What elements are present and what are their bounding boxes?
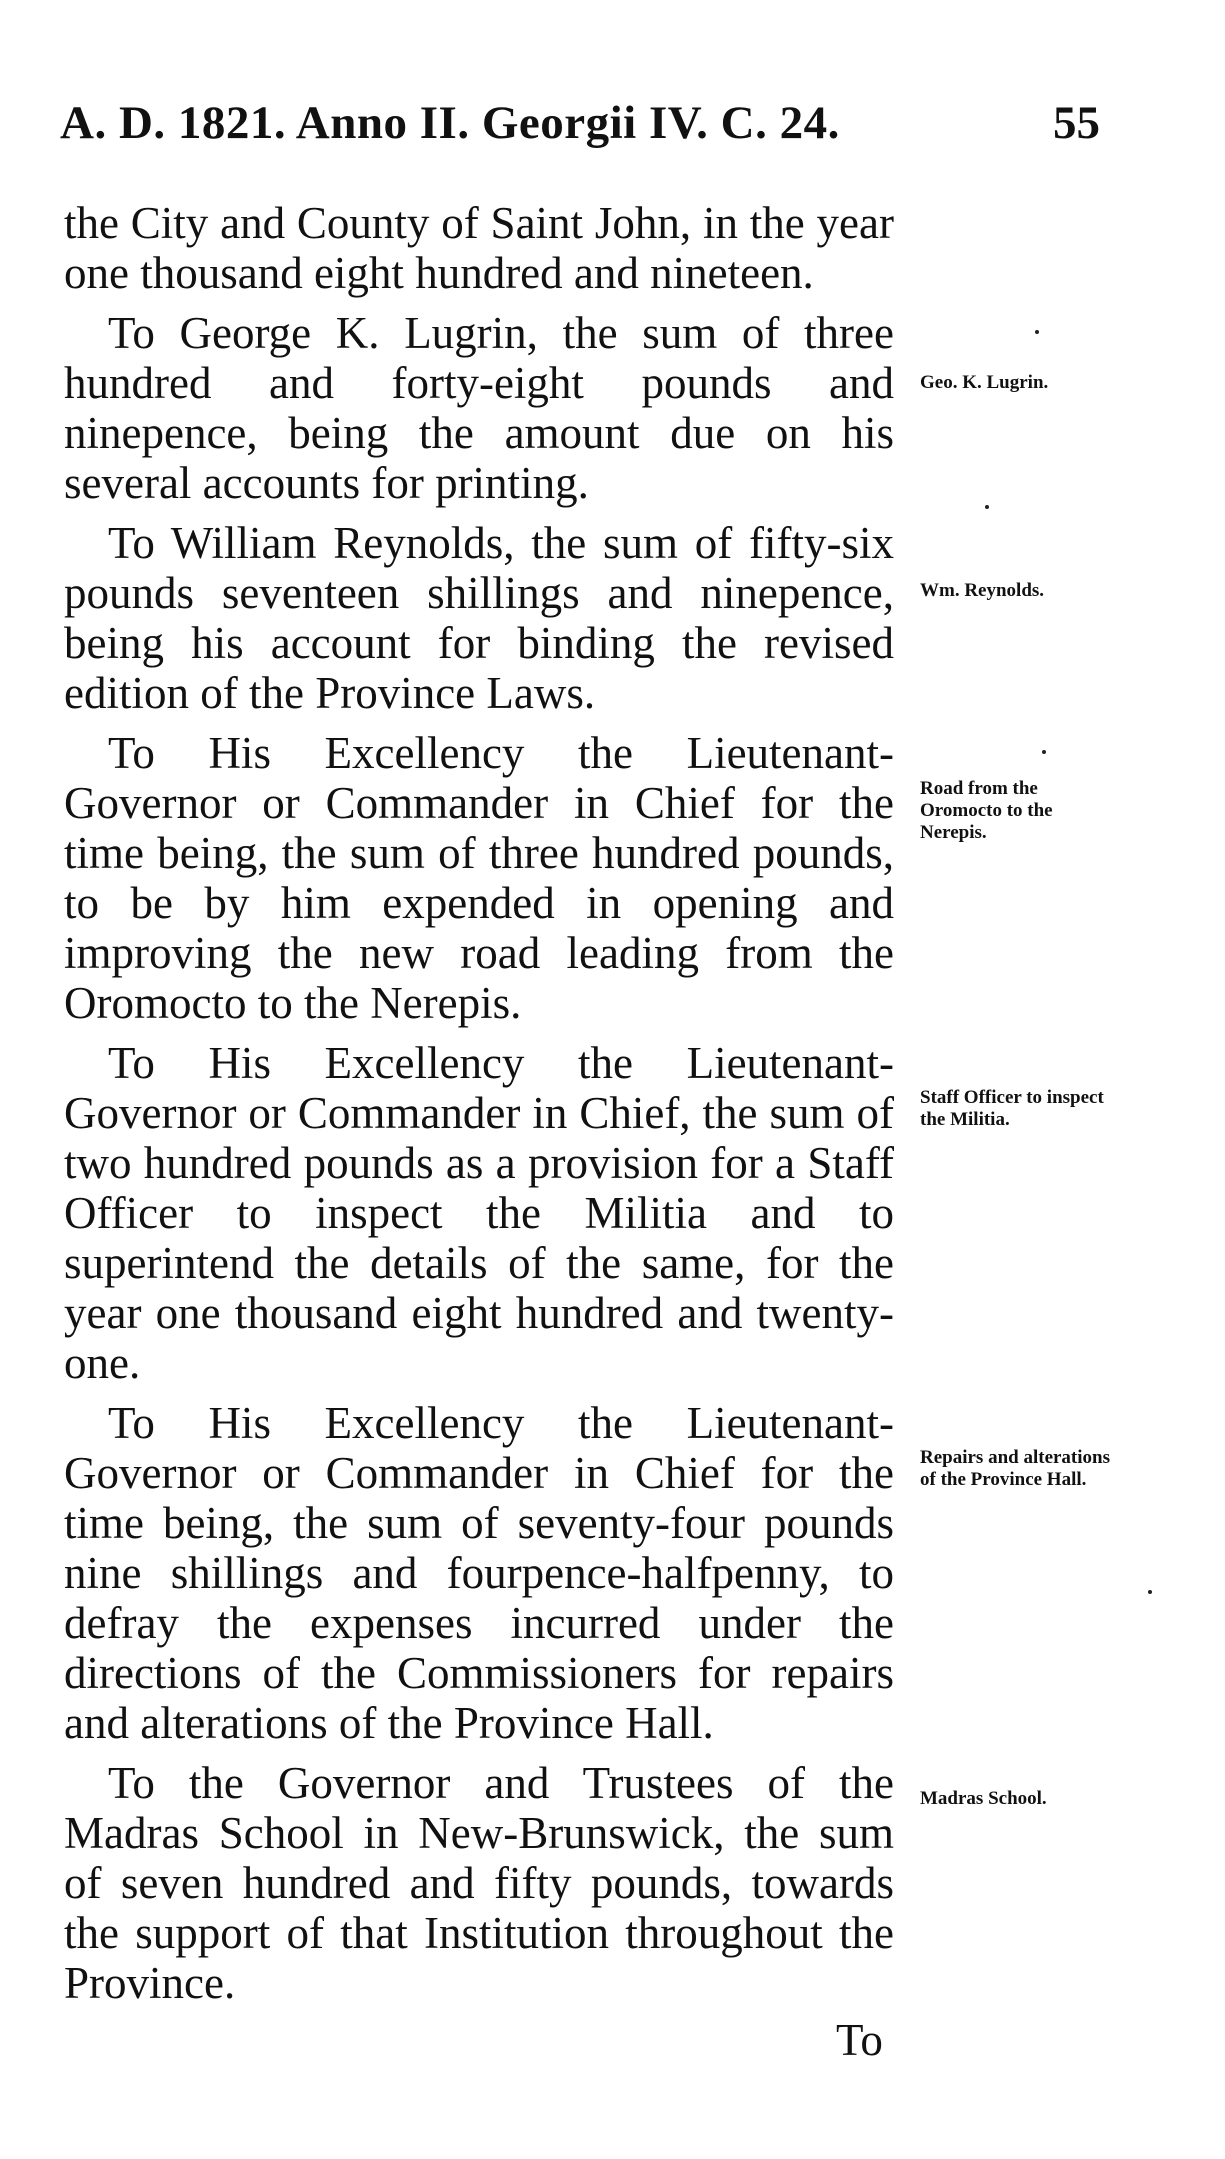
- body-text: [64, 198, 894, 2018]
- paragraph-reynolds: To William Reynolds, the sum of fifty-six pounds seventeen shillings and ninepence, being his account for binding the revised edition of the Province Laws.: [64, 518, 894, 718]
- paper-speck: [985, 505, 989, 509]
- paper-speck: [1148, 1590, 1152, 1594]
- paragraph-madras-school: To the Governor and Trustees of the Madras School in New-Brunswick, the sum of seven hundred and fifty pounds, towards the support of that Institution throughout the Province.: [64, 1758, 894, 2008]
- page-number: 55: [1053, 97, 1100, 149]
- margin-note-reynolds: Wm. Reynolds.: [920, 580, 1045, 601]
- paragraph-province-hall: To His Excellency the Lieutenant-Governor or Commander in Chief for the time being, the sum of seventy-four pounds nine shillings and fourpence-halfpenny, to defray the expenses incurred under the directions of the Commissioners for repairs and alterations of the Province Hall.: [64, 1398, 894, 1748]
- paper-speck: [1035, 330, 1039, 334]
- paragraph-city-county: the City and County of Saint John, in the year one thousand eight hundred and nineteen.: [64, 198, 894, 298]
- running-head: [60, 96, 1100, 166]
- paragraph-lugrin: To George K. Lugrin, the sum of three hundred and forty-eight pounds and ninepence, being the amount due on his several accounts for printing.: [64, 308, 894, 508]
- running-title: A. D. 1821. Anno II. Georgii IV. C. 24.: [60, 97, 840, 149]
- margin-note-province-hall: Repairs and alterations of the Province Hall.: [920, 1447, 1110, 1490]
- margin-note-road: Road from the Oromocto to the Nerepis.: [920, 778, 1053, 843]
- margin-note-lugrin: Geo. K. Lugrin.: [920, 372, 1049, 393]
- paper-speck: [1042, 750, 1046, 754]
- catchword: To: [836, 2015, 883, 2065]
- paragraph-staff-officer: To His Excellency the Lieutenant-Governor or Commander in Chief, the sum of two hundred pounds as a provision for a Staff Officer to inspect the Militia and to superintend the details of the same, for the year one thousand eight hundred and twenty-one.: [64, 1038, 894, 1388]
- margin-note-staff-officer: Staff Officer to inspect the Militia.: [920, 1087, 1104, 1130]
- paragraph-road: To His Excellency the Lieutenant-Governor or Commander in Chief for the time being, the sum of three hundred pounds, to be by him expended in opening and improving the new road leading from the Oromocto to the Nerepis.: [64, 728, 894, 1028]
- margin-note-madras-school: Madras School.: [920, 1788, 1047, 1809]
